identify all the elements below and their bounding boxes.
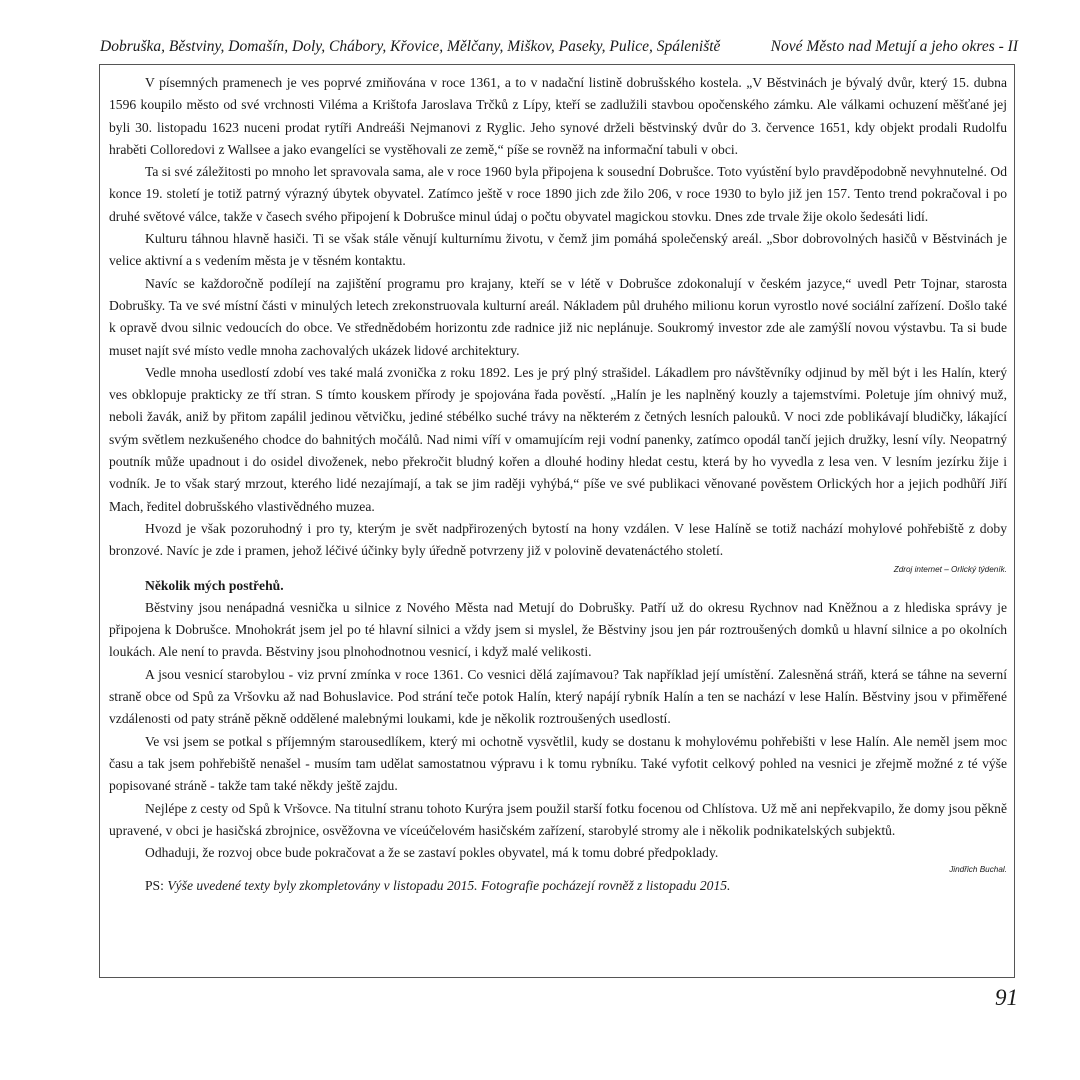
postscript-text: Výše uvedené texty byly zkompletovány v listopadu 2015. Fotografie pocházejí rovněž z listopadu 2015. bbox=[167, 878, 731, 894]
observations bbox=[109, 575, 1007, 876]
article-paragraph: Navíc se každoročně podílejí na zajištění programu pro krajany, kteří se v létě v Dobrušce zdokonalují v českém jazyce,“ uvedl Petr Tojnar, starosta Dobrušky. Ta ve své místní části v minulých letech zrekonstruovala kulturní areál. Nákladem půl druhého milionu korun vyrostlo nové sociální zařízení. Došlo také k opravě dvou silnic vedoucích do obce. Ve střednědobém horizontu zde radnice již nic neplánuje. Soukromý investor zde ale zamýšlí novou výstavbu. Ta si bude muset najít své místo vedle mnoha zachovalých ukázek lidové architektury. bbox=[109, 275, 1007, 358]
observations-paragraph: Nejlépe z cesty od Spů k Vršovce. Na titulní stranu tohoto Kurýra jsem použil starší fotku focenou od Chlístova. Už mě ani nepřekvapilo, že domy jsou pěkně upravené, v obci je hasičská zbrojnice, osvěžovna ve víceúčelovém hasičském zařízení, starobylé stromy ale i několik podnikatelských subjektů. bbox=[109, 800, 1007, 838]
article bbox=[109, 72, 1007, 575]
page-number: 91 bbox=[995, 985, 1018, 1010]
observations-paragraph: Běstviny jsou nenápadná vesnička u silnice z Nového Města nad Metují do Dobrušky. Patří už do okresu Rychnov nad Kněžnou a z hlediska správy je připojena k Dobrušce. Mnohokrát jsem jel po té hlavní silnici a vždy jsem si myslel, že Běstviny jsou jen pár roztroušených domků u hlavní silnice a po okolních loukách. Ale není to pravda. Běstviny jsou plnohodnotnou vesnicí, i když malé velikosti. bbox=[109, 599, 1007, 660]
observations-paragraph: A jsou vesnicí starobylou - viz první zmínka v roce 1361. Co vesnici dělá zajímavou? Tak například její umístění. Zalesněná stráň, která se táhne na severní straně obce od Spů za Vršovku až nad Bohuslavice. Pod strání teče potok Halín, který napájí rybník Halín a ten se nachází v lese Halín. Běstviny jsou v přiměřené vzdálenosti od paty stráně pěkně oddělené malebnými loukami, kde je několik roztroušených usedlostí. bbox=[109, 666, 1007, 727]
page-content bbox=[109, 72, 1007, 898]
article-paragraph: V písemných pramenech je ves poprvé zmiňována v roce 1361, a to v nadační listině dobrušského kostela. „V Běstvinách je bývalý dvůr, který 15. dubna 1596 koupilo město od své vrchnosti Viléma a Krištofa Jaroslava Trčků z Lípy, kteří se zadlužili stavbou opočenského zámku. Ale válkami ochuzení měšťané jej byli 30. listopadu 1623 nuceni prodat rytíři Andreáši Nejmanovi z Ryglic. Jeho synové drželi běstvinský dvůr do 3. července 1651, kdy objekt prodali Rudolfu hraběti Colloredovi z Wallsee a jako evangelíci se vystěhovali ze země,“ píše se rovněž na informační tabuli v obci. bbox=[109, 75, 1007, 157]
article-paragraph: Hvozd je však pozoruhodný i pro ty, kterým je svět nadpřirozených bytostí na hony vzdálen. V lese Halíně se totiž nachází mohylové pohřebiště z doby bronzové. Navíc je zde i pramen, jehož léčivé účinky byly úředně potvrzeny již v polovině devatenáctého století. bbox=[109, 520, 1007, 559]
observations-paragraph: Ve vsi jsem se potkal s příjemným starousedlíkem, který mi ochotně vysvětlil, kudy se dostanu k mohylovému pohřebišti v lese Halín. Ale neměl jsem moc času a tak jsem pohřebiště nenašel - musím tam udělat samostatnou výpravu i k tomu rybníku. Také vyfotit celkový pohled na vesnici je zřejmě možné z té výše popisované stráně - takže tam také někdy ještě zajdu. bbox=[109, 733, 1007, 794]
observations-heading: Několik mých postřehů. bbox=[145, 577, 284, 593]
author-signature: Jindřich Buchal. bbox=[949, 865, 1007, 875]
header-left: Dobruška, Běstviny, Domašín, Doly, Chábory, Křovice, Mělčany, Miškov, Paseky, Pulice, Spáleniště bbox=[100, 38, 721, 55]
article-paragraph: Vedle mnoha usedlostí zdobí ves také malá zvonička z roku 1892. Les je prý plný strašidel. Lákadlem pro návštěvníky odjinud by měl být i les Halín, který ves obklopuje prakticky ze tří stran. S tímto kouskem přírody je spojována řada pověstí. „Halín je les naplněný kouzly a tajemstvími. Poletuje jím ohnivý muž, neboli žavák, aniž by přitom zapálil jedinou větvičku, jediné stébélko suché trávy na některém z četných lesních palouků. V noci zde poblikávají bludičky, lákající svým světlem nezkušeného chodce do bahnitých močálů. Nad nimi víří v omamujícím reji vodní panenky, zatímco opodál tančí jejich družky, lesní víly. Neopatrný poutník může upadnout i do osidel divoženek, nebo překročit bludný kořen a dlouhé hodiny hledat cestu, která by ho vyvedla z lesa ven. V lesním jezírku žije i vodník. Je to však starý mrzout, kterého lidé nezajímají, a tak se jim raději vyhýbá,“ píše ve své publikaci věnované pověstem Orlických hor a jejich podhůří Jiří Mach, ředitel dobrušského vlastivědného muzea. bbox=[109, 364, 1007, 514]
postscript-label: PS: bbox=[145, 878, 164, 894]
postscript bbox=[109, 875, 1007, 897]
article-source: Zdroj internet – Orlický týdeník. bbox=[893, 564, 1007, 574]
observations-paragraph: Odhaduji, že rozvoj obce bude pokračovat a že se zastaví pokles obyvatel, má k tomu dobré předpoklady. bbox=[145, 845, 719, 861]
running-header bbox=[100, 38, 1018, 56]
article-paragraph: Ta si své záležitosti po mnoho let spravovala sama, ale v roce 1960 byla připojena k sousední Dobrušce. Toto vyústění bylo pravděpodobně nevyhnutelné. Od konce 19. století je totiž patrný výrazný úbytek obyvatel. Zatímco ještě v roce 1890 jich zde žilo 206, v roce 1930 to bylo již jen 157. Tento trend pokračoval i po druhé světové válce, takže v časech svého připojení k Dobrušce minul údaj o počtu obyvatel magickou stovku. Dnes zde trvale žije okolo šedesáti lidí. bbox=[109, 164, 1007, 224]
header-right: Nové Město nad Metují a jeho okres - II bbox=[770, 38, 1018, 55]
article-paragraph: Kulturu táhnou hlavně hasiči. Ti se však stále věnují kulturnímu životu, v čemž jim pomáhá společenský areál. „Sbor dobrovolných hasičů v Běstvinách je velice aktivní a s vedením města je v těsném kontaktu. bbox=[109, 231, 1007, 269]
